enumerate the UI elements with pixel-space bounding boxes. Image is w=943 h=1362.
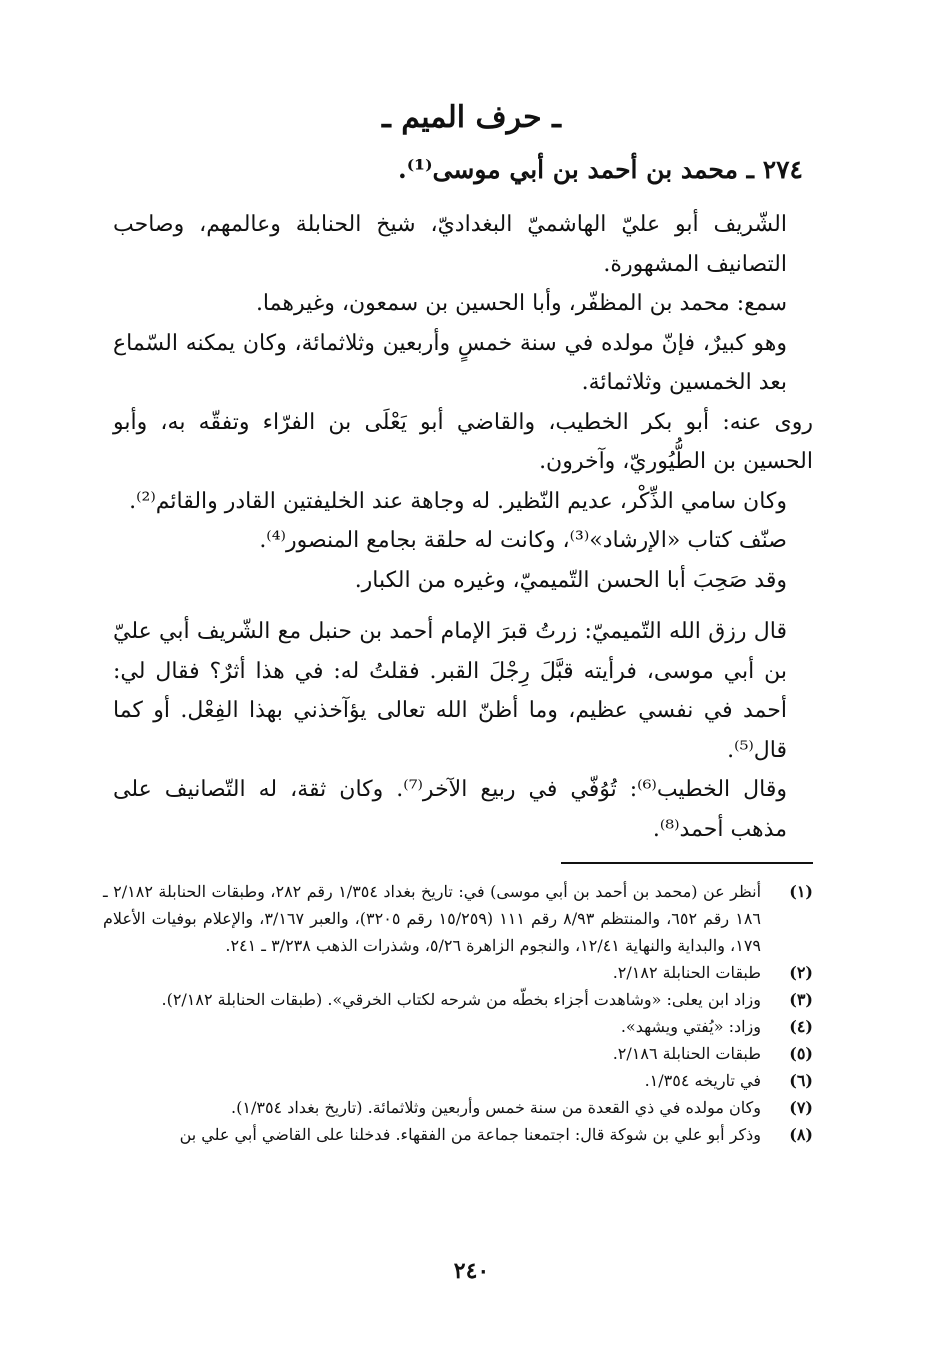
- page-number: ٢٤٠: [453, 1258, 490, 1284]
- footnote-text: وكان مولده في ذي القعدة من سنة خمس وأربعين وثلاثمائة. (تاريخ بغداد ١/٣٥٤).: [231, 1098, 761, 1117]
- footnote: [103, 959, 813, 986]
- footnote-text: طبقات الحنابلة ٢/١٨٦.: [612, 1044, 761, 1063]
- footnote-number: (٣): [789, 990, 813, 1009]
- footnote: [103, 1013, 813, 1040]
- footnote: [103, 1067, 813, 1094]
- footnote-text: وذكر أبو علي بن شوكة قال: اجتمعنا جماعة من الفقهاء. فدخلنا على القاضي أبي علي بن: [179, 1125, 761, 1144]
- paragraph: وقال الخطيب⁽⁶⁾: تُوُفّي في ربيع الآخر⁽⁷⁾. وكان ثقة، له التّصانيف على مذهب أحمد⁽⁸⁾.: [113, 777, 787, 842]
- paragraph: صنّف كتاب «الإرشاد»⁽³⁾، وكانت له حلقة بجامع المنصور⁽⁴⁾.: [259, 528, 787, 553]
- paragraph: الشّريف أبو عليّ الهاشميّ البغداديّ، شيخ الحنابلة وعالمهم، وصاحب التصانيف المشهورة.: [113, 212, 787, 277]
- footnote-text: أنظر عن (محمد بن أحمد بن أبي موسى) في: تاريخ بغداد ١/٣٥٤ رقم ٢٨٢، وطبقات الحنابلة ٢/١٨٢ ـ ١٨٦ رقم ٦٥٢، والمنتظم ٨/٩٣ رقم ١١١ (١٥/٢٥٩ رقم ٣٢٠٥)، والعبر ٣/١٦٧، والإعلام بوفيات الأعلام ١٧٩، والبداية والنهاية ١٢/٤١، والنجوم الزاهرة ٥/٢٦، وشذرات الذهب ٣/٢٣٨ ـ ٢٤١.: [103, 882, 762, 955]
- footnote-number: (٢): [789, 963, 813, 982]
- footnote: [103, 986, 813, 1013]
- footnote-text: في تاريخه ١/٣٥٤.: [644, 1071, 761, 1090]
- footnote: [103, 1094, 813, 1121]
- paragraph: قال رزق الله التّميميّ: زرتُ قبرَ الإمام أحمد بن حنبل مع الشّريف أبي عليّ بن أبي موسى، فرأيته قبَّلَ رِجْلَ القبر. فقلتُ له: في هذا أثرٌ؟ فقال لي: أحمد في نفسي عظيم، وما أظنّ الله تعالى يؤآخذني بهذا الفِعْل. أو كما قال⁽⁵⁾.: [113, 619, 787, 763]
- footnote-number: (٨): [789, 1125, 813, 1144]
- paragraph: وقد صَحِبَ أبا الحسن التّميميّ، وغيره من الكبار.: [354, 567, 787, 593]
- entry-title: ٢٧٤ ـ محمد بن أحمد بن أبي موسى⁽¹⁾.: [398, 155, 803, 184]
- footnote-number: (٤): [789, 1017, 813, 1036]
- footnote-number: (٥): [789, 1044, 813, 1063]
- footnote-number: (١): [789, 882, 813, 901]
- footnote-text: طبقات الحنابلة ٢/١٨٢.: [612, 963, 761, 982]
- body-text: [113, 205, 813, 849]
- footnote-number: (٧): [789, 1098, 813, 1117]
- footnote-number: (٦): [789, 1071, 813, 1090]
- paragraph: وهو كبيرٌ، فإنّ مولده في سنة خمسٍ وأربعين وثلاثمائة، وكان يمكنه السّماع بعد الخمسين وثلاثمائة.: [113, 330, 787, 395]
- footnotes: [103, 878, 813, 1148]
- footnote: [103, 1121, 813, 1148]
- footnote: [103, 1040, 813, 1067]
- footnote-divider: [561, 862, 813, 864]
- paragraph: روى عنه: أبو بكر الخطيب، والقاضي أبو يَعْلَى بن الفرّاء وتفقّه به، وأبو الحسين بن الطُّيُوريّ، وآخرون.: [113, 409, 813, 474]
- paragraph: سمع: محمد بن المظفّر، وأبا الحسين بن سمعون، وغيرهما.: [255, 291, 787, 316]
- footnote-text: وزاد ابن يعلى: «وشاهدت أجزاء بخطّه من شرحه لكتاب الخرقي». (طبقات الحنابلة ٢/١٨٢).: [161, 990, 761, 1009]
- paragraph: وكان سامي الذِّكْر، عديم النّظير. له وجاهة عند الخليفتين القادر والقائم⁽²⁾.: [129, 488, 787, 514]
- footnote-text: وزاد: «يُفتي ويشهد».: [620, 1017, 761, 1036]
- chapter-title: ـ حرف الميم ـ: [382, 100, 561, 135]
- footnote: [103, 878, 813, 959]
